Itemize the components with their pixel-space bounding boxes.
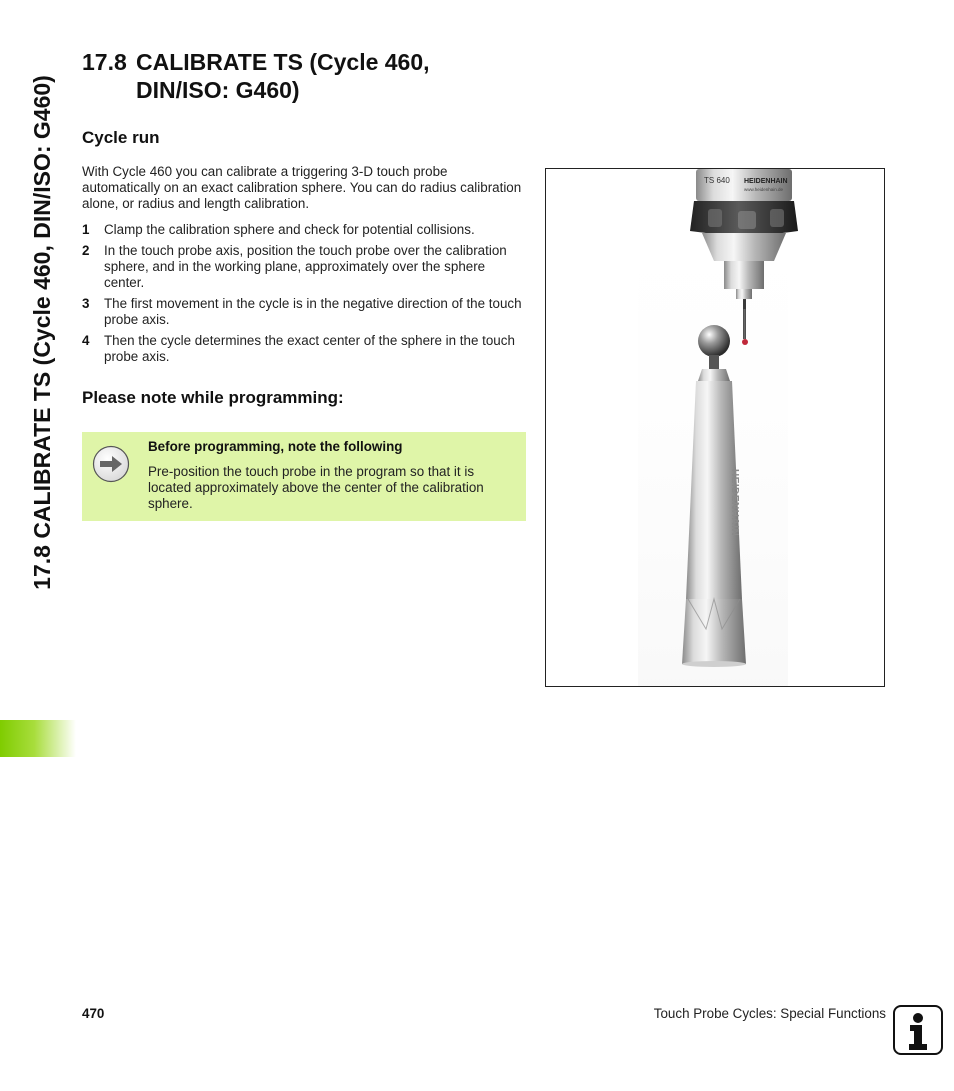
list-item [82,243,526,292]
step-number: 3 [82,295,90,311]
step-number: 1 [82,222,90,237]
footer-section-title: Touch Probe Cycles: Special Functions [653,1006,886,1021]
cycle-run-heading: Cycle run [82,128,160,147]
chapter-title [82,48,430,104]
stylus-ruby-ball [742,339,748,345]
probe-window [708,209,722,227]
stylus-shaft-highlight [744,309,746,339]
probe-model-label: TS 640 [704,176,730,185]
step-number: 2 [82,242,90,258]
programming-note-box [82,432,526,521]
chapter-title-line2: DIN/ISO: G460) [136,77,300,103]
probe-housing [696,169,792,201]
list-item [82,296,526,328]
step-text: Then the cycle determines the exact center of the sphere in the touch probe axis. [104,332,515,364]
probe-window [770,209,784,227]
chapter-title-line1: CALIBRATE TS (Cycle 460, [136,49,430,75]
cycle-steps-list [82,222,526,370]
info-icon [892,1004,944,1056]
list-item [82,222,526,238]
probe-brand-url: www.heidenhain.de [744,187,784,192]
touch-probe-illustration [546,169,884,686]
sphere-stem [709,355,719,369]
step-text: Clamp the calibration sphere and check for potential collisions. [104,222,475,237]
chapter-tab-marker [0,720,76,757]
cycle-run-intro: With Cycle 460 you can calibrate a triggering 3-D touch probe automatically on an exact calibration sphere. You can do radius calibration alone, or radius and length calibration. [82,164,522,212]
step-text: In the touch probe axis, position the touch probe over the calibration sphere, and in the working plane, approximately over the sphere center. [104,242,507,291]
note-title: Before programming, note the following [148,439,403,454]
touch-probe-figure [545,168,885,687]
column-base [682,599,746,664]
page-number: 470 [82,1006,105,1021]
step-number: 4 [82,332,90,348]
probe-brand-label: HEIDENHAIN [744,178,788,185]
programming-notes-heading: Please note while programming: [82,388,344,407]
calibration-sphere [698,325,730,357]
probe-window [738,211,756,229]
sidebar-chapter-title: 17.8 CALIBRATE TS (Cycle 460, DIN/ISO: G460) [28,74,55,590]
step-text: The first movement in the cycle is in the negative direction of the touch probe axis. [104,295,522,328]
arrow-right-icon [92,445,130,483]
probe-neck [724,261,764,289]
list-item [82,333,526,365]
column-brand-label: HEIDENHAIN [729,469,740,537]
note-text: Pre-position the touch probe in the program so that it is located approximately above the center of the calibration sphere. [148,464,484,512]
column-collar [698,369,730,381]
probe-tip-holder [736,289,752,299]
column-shadow [682,661,746,667]
probe-taper [702,233,786,261]
chapter-number: 17.8 [82,49,127,75]
